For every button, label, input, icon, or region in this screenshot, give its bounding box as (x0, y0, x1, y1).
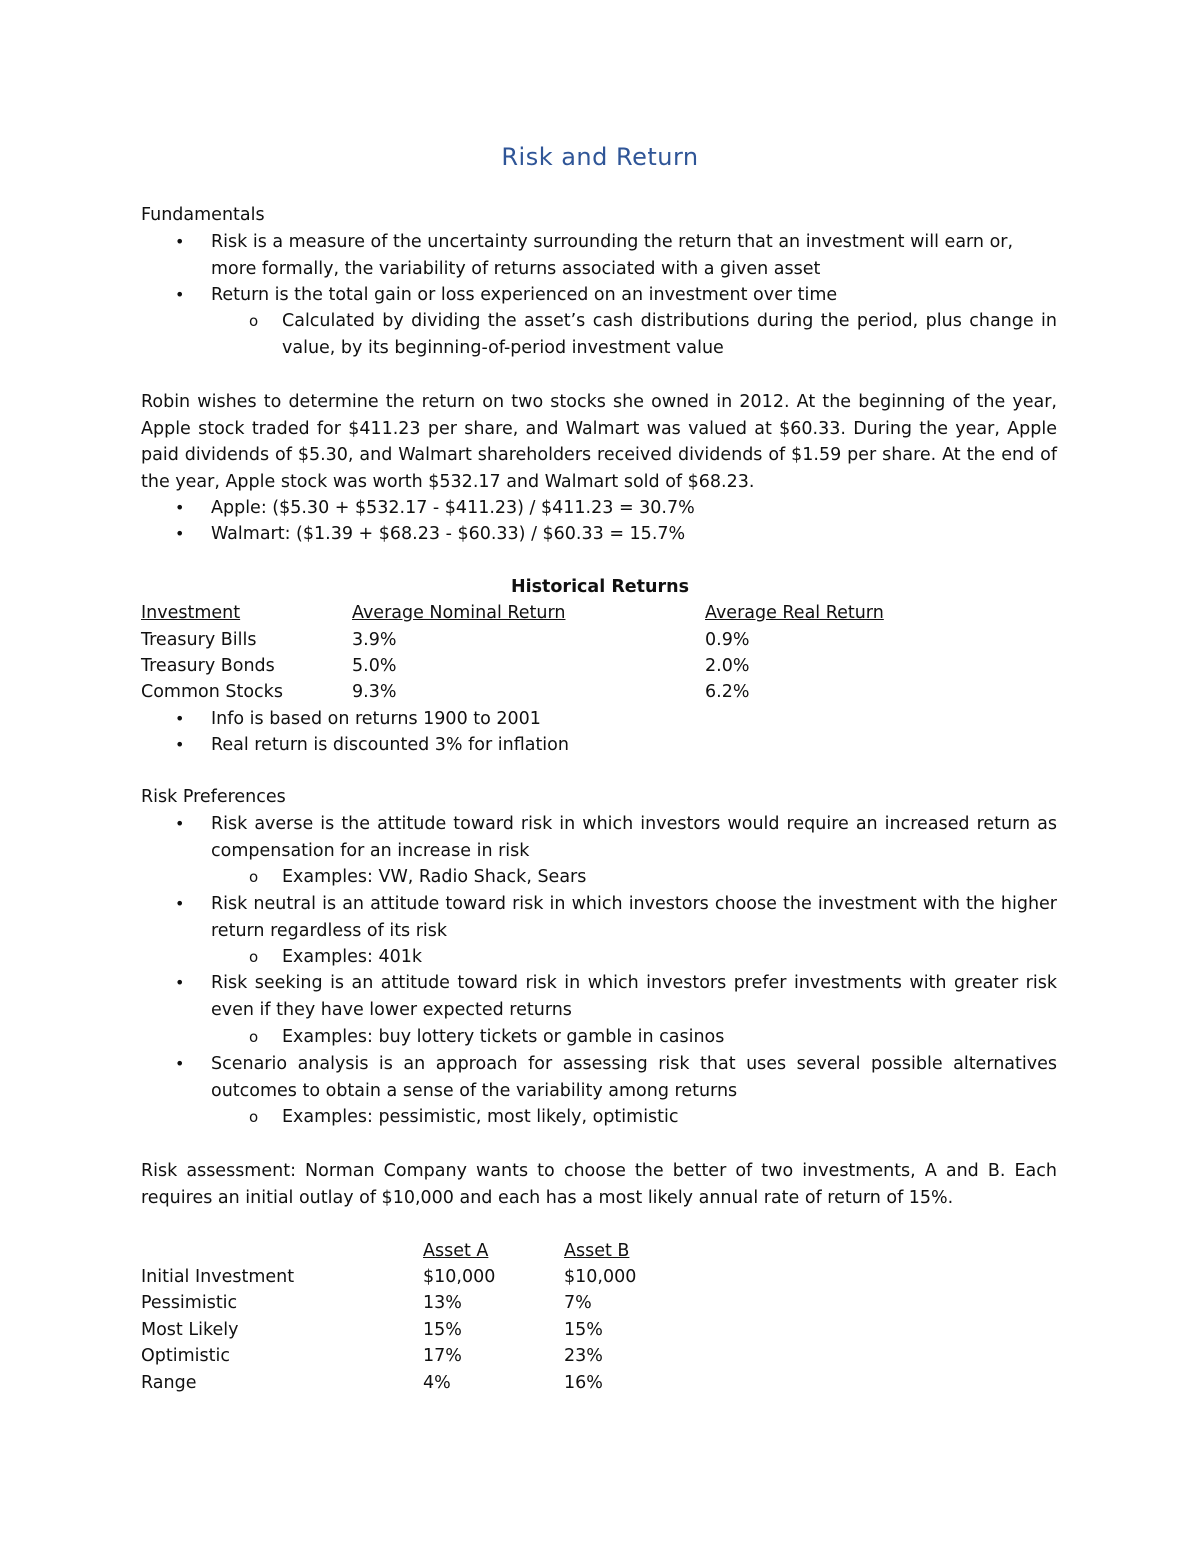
historical-title: Historical Returns (510, 577, 690, 597)
assessment-cell: 16% (564, 1373, 603, 1393)
assessment-cell: 7% (564, 1293, 592, 1313)
fundamentals-heading: Fundamentals (141, 205, 265, 225)
historical-cell: Common Stocks (141, 682, 283, 702)
assessment-cell: $10,000 (564, 1267, 637, 1287)
assessment-row-label: Most Likely (141, 1320, 239, 1340)
historical-cell: 3.9% (352, 630, 397, 650)
assessment-row-label: Range (141, 1373, 197, 1393)
bullet-icon: • (175, 524, 185, 543)
preference-scenario-analysis: Scenario analysis is an approach for assessing risk that uses several possible alternatives outcomes to obtain a sense of the variability among returns (211, 1054, 1057, 1101)
preferences-heading: Risk Preferences (141, 787, 286, 807)
bullet-icon: • (175, 814, 185, 833)
historical-cell: 0.9% (705, 630, 750, 650)
assessment-cell: 15% (564, 1320, 603, 1340)
robin-paragraph: Robin wishes to determine the return on two stocks she owned in 2012. At the beginning of the year, Apple stock traded for $411.23 per share, and Walmart was valued at $60.33. During the year, Apple paid dividends of $5.30, and Walmart shareholders received dividends of $1.59 per share. At the end of the year, Apple stock was worth $532.17 and Walmart sold of $68.23. (141, 392, 1057, 492)
historical-cell: 9.3% (352, 682, 397, 702)
historical-cell: Treasury Bills (141, 630, 257, 650)
bullet-icon: • (175, 498, 185, 517)
bullet-icon: • (175, 735, 185, 754)
historical-cell: 6.2% (705, 682, 750, 702)
bullet-icon: • (175, 232, 185, 251)
robin-walmart-calc: Walmart: ($1.39 + $68.23 - $60.33) / $60.33 = 15.7% (211, 524, 686, 544)
fundamentals-bullet-risk: Risk is a measure of the uncertainty surrounding the return that an investment will earn or, more formally, the variability of returns associated with a given asset (211, 232, 1014, 279)
bullet-icon: • (175, 709, 185, 728)
historical-header-investment: Investment (141, 603, 241, 623)
preference-risk-averse: Risk averse is the attitude toward risk in which investors would require an increased return as compensation for an increase in risk (211, 814, 1057, 861)
fundamentals-sub-return-calc: Calculated by dividing the asset’s cash distributions during the period, plus change in value, by its beginning-of-period investment value (282, 311, 1057, 358)
sub-bullet-icon: o (249, 868, 259, 886)
historical-cell: Treasury Bonds (141, 656, 275, 676)
page-title: Risk and Return (501, 143, 699, 171)
bullet-icon: • (175, 973, 185, 992)
assessment-cell: 4% (423, 1373, 451, 1393)
fundamentals-bullet-return: Return is the total gain or loss experienced on an investment over time (211, 285, 838, 305)
assessment-cell: $10,000 (423, 1267, 496, 1287)
sub-bullet-icon: o (249, 1108, 259, 1126)
bullet-icon: • (175, 285, 185, 304)
assessment-row-label: Pessimistic (141, 1293, 238, 1313)
sub-bullet-icon: o (249, 1028, 259, 1046)
historical-note: Real return is discounted 3% for inflation (211, 735, 569, 755)
assessment-row-label: Initial Investment (141, 1267, 295, 1287)
assessment-cell: 15% (423, 1320, 462, 1340)
preference-risk-neutral: Risk neutral is an attitude toward risk in which investors choose the investment with the higher return regardless of its risk (211, 894, 1057, 941)
preference-risk-seeking: Risk seeking is an attitude toward risk in which investors prefer investments with greater risk even if they have lower expected returns (211, 973, 1057, 1020)
preference-example: Examples: 401k (282, 947, 423, 967)
bullet-icon: • (175, 1054, 185, 1073)
preference-example: Examples: buy lottery tickets or gamble in casinos (282, 1027, 725, 1047)
assessment-header-asset-a: Asset A (423, 1241, 489, 1261)
preference-example: Examples: VW, Radio Shack, Sears (282, 867, 587, 887)
bullet-icon: • (175, 894, 185, 913)
assessment-cell: 23% (564, 1346, 603, 1366)
historical-cell: 5.0% (352, 656, 397, 676)
assessment-header-asset-b: Asset B (564, 1241, 630, 1261)
historical-header-real: Average Real Return (705, 603, 884, 623)
historical-header-nominal: Average Nominal Return (352, 603, 566, 623)
assessment-paragraph: Risk assessment: Norman Company wants to choose the better of two investments, A and B. Each requires an initial outlay of $10,000 and each has a most likely annual rate of return of 15%. (141, 1161, 1057, 1208)
assessment-cell: 13% (423, 1293, 462, 1313)
preference-example: Examples: pessimistic, most likely, optimistic (282, 1107, 679, 1127)
historical-note: Info is based on returns 1900 to 2001 (211, 709, 541, 729)
sub-bullet-icon: o (249, 312, 259, 330)
assessment-row-label: Optimistic (141, 1346, 230, 1366)
historical-cell: 2.0% (705, 656, 750, 676)
assessment-cell: 17% (423, 1346, 462, 1366)
sub-bullet-icon: o (249, 948, 259, 966)
robin-apple-calc: Apple: ($5.30 + $532.17 - $411.23) / $411.23 = 30.7% (211, 498, 695, 518)
